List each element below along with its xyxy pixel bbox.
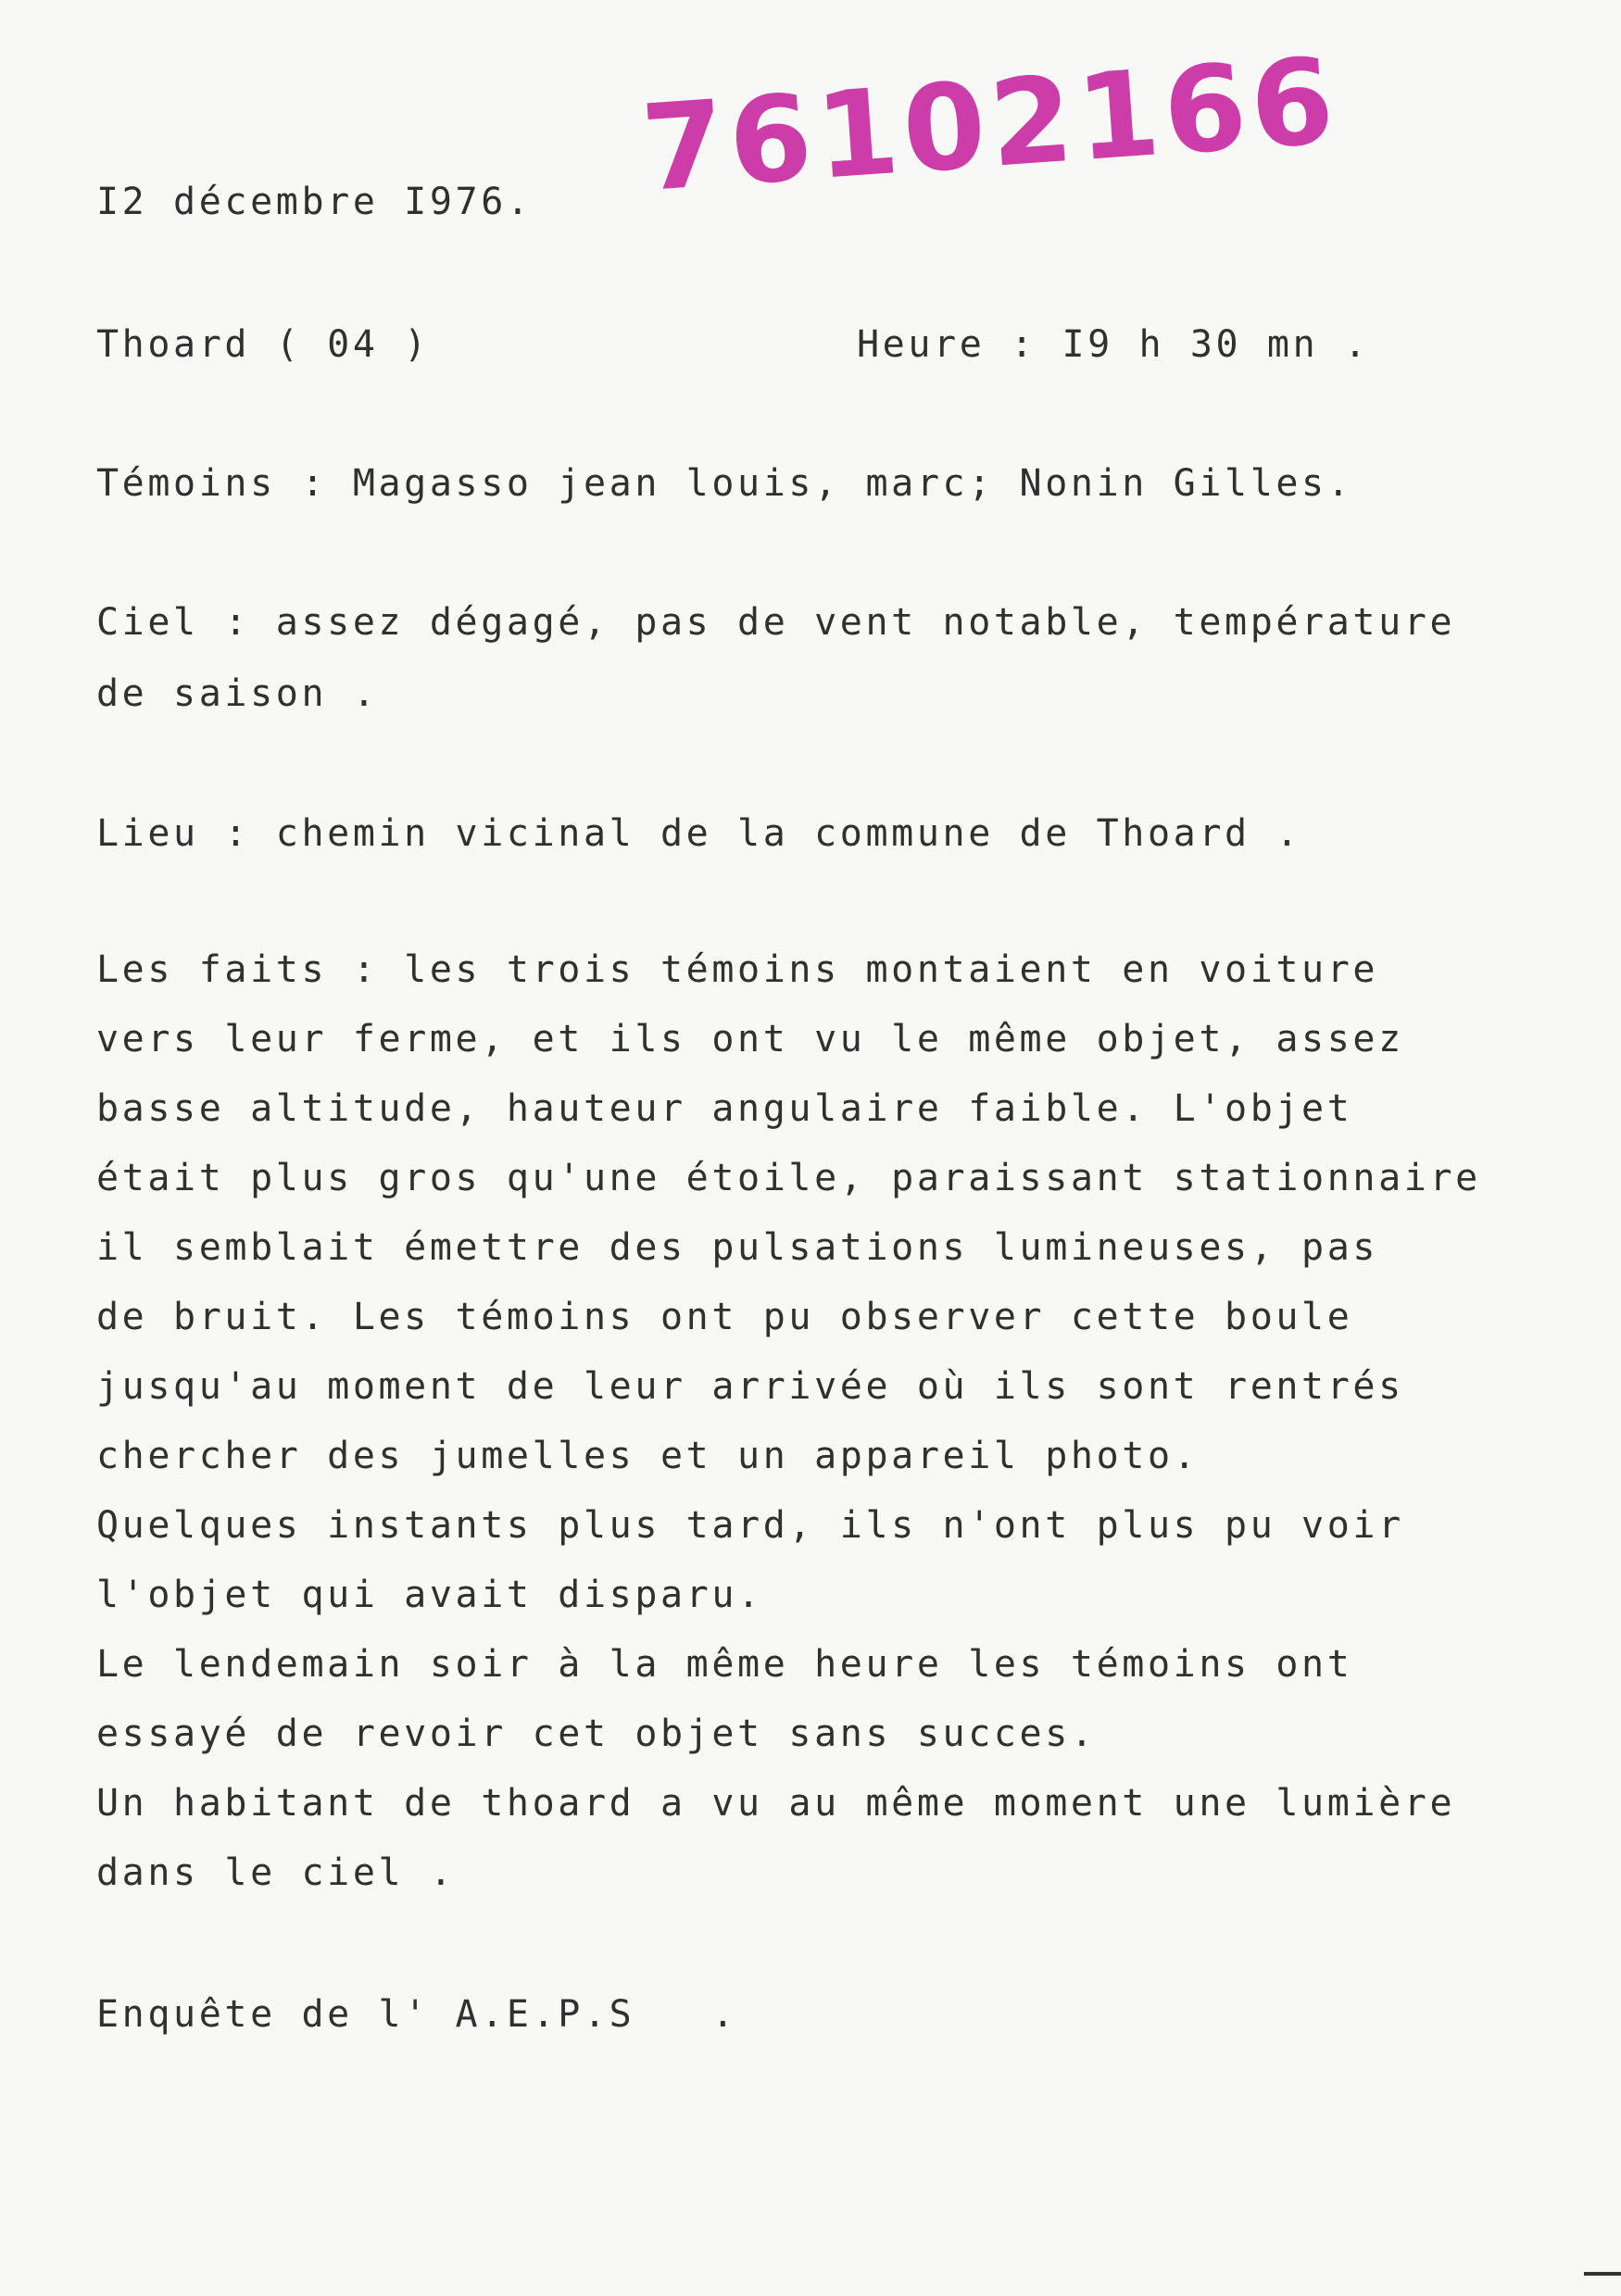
sky-line-2: de saison . — [96, 672, 379, 715]
facts-line: l'objet qui avait disparu. — [96, 1574, 763, 1616]
facts-line: il semblait émettre des pulsations lumineuses, pas — [96, 1226, 1379, 1269]
facts-line: vers leur ferme, et ils ont vu le même objet, assez — [96, 1018, 1404, 1060]
location-line: Lieu : chemin vicinal de la commune de Thoard . — [96, 812, 1302, 855]
page-edge-mark — [1584, 2272, 1621, 2276]
facts-line: chercher des jumelles et un appareil photo. — [96, 1435, 1200, 1477]
facts-line: Quelques instants plus tard, ils n'ont plus pu voir — [96, 1504, 1404, 1547]
facts-line: était plus gros qu'une étoile, paraissant stationnaire — [96, 1157, 1481, 1199]
report-date: I2 décembre I976. — [96, 181, 533, 223]
facts-line: Le lendemain soir à la même heure les témoins ont — [96, 1643, 1353, 1686]
investigation-credit: Enquête de l' A.E.P.S . — [96, 1993, 738, 2036]
case-number-stamp: 76102166 — [637, 31, 1343, 219]
time-line: Heure : I9 h 30 mn . — [857, 323, 1370, 366]
facts-line: basse altitude, hauteur angulaire faible. L'objet — [96, 1087, 1353, 1130]
facts-line: essayé de revoir cet objet sans succes. — [96, 1713, 1097, 1755]
facts-line: Un habitant de thoard a vu au même moment une lumière — [96, 1782, 1456, 1825]
facts-line: dans le ciel . — [96, 1851, 456, 1894]
place-line: Thoard ( 04 ) — [96, 323, 430, 366]
sky-line-1: Ciel : assez dégagé, pas de vent notable, température — [96, 601, 1456, 644]
facts-line: Les faits : les trois témoins montaient en voiture — [96, 948, 1379, 991]
facts-line: jusqu'au moment de leur arrivée où ils sont rentrés — [96, 1365, 1404, 1408]
facts-line: de bruit. Les témoins ont pu observer cette boule — [96, 1296, 1353, 1338]
witnesses-line: Témoins : Magasso jean louis, marc; Nonin Gilles. — [96, 462, 1353, 505]
